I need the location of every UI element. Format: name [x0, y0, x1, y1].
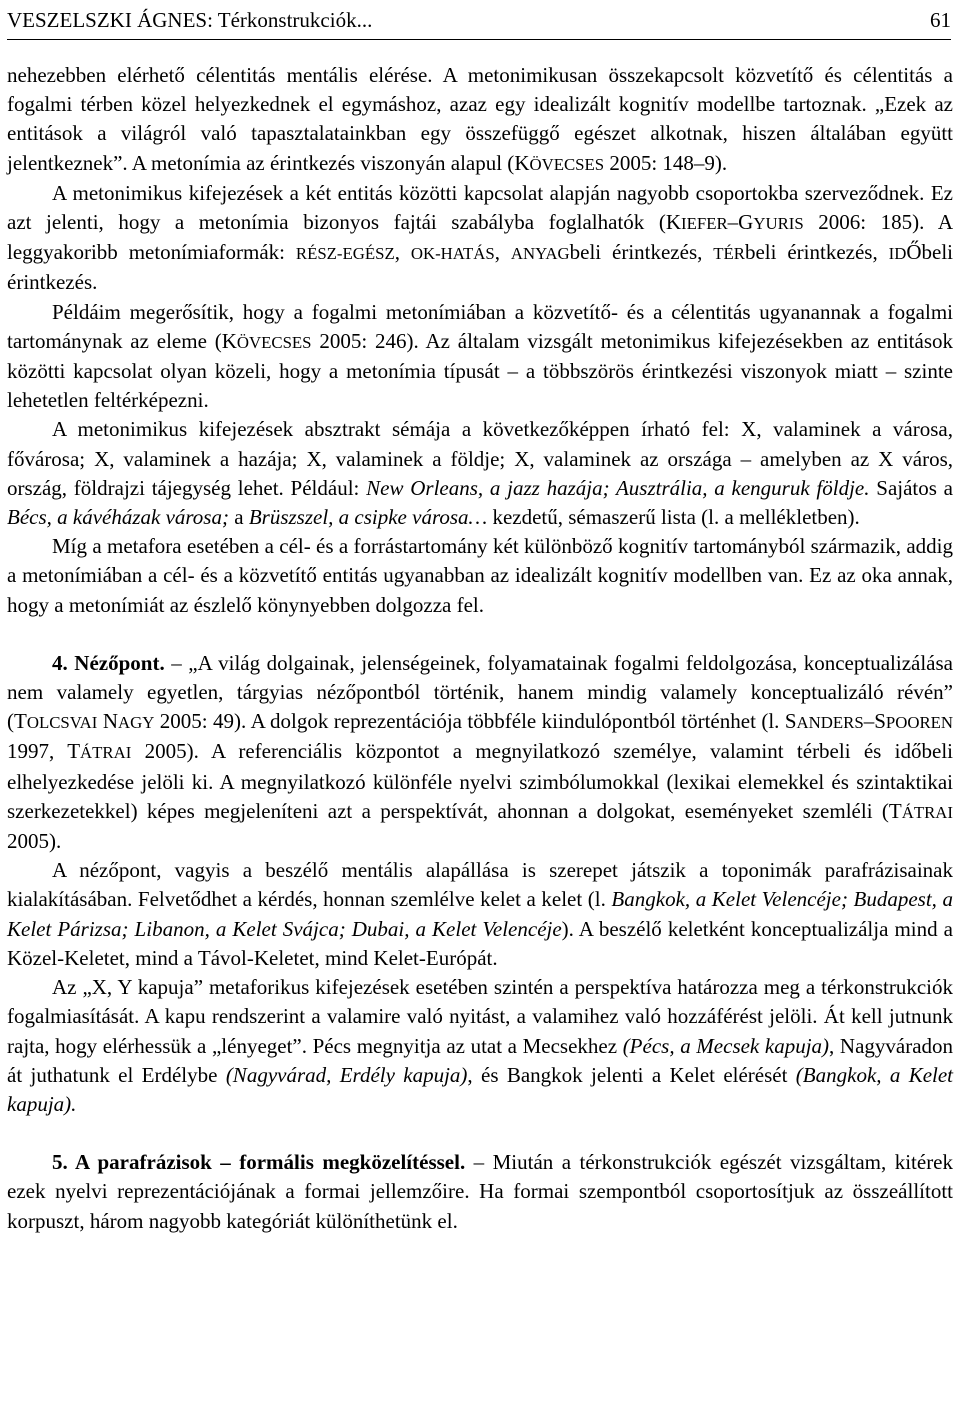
- paragraph: A metonimikus kifejezések absztrakt sémája a következőképpen írható fel: X, valaminek a városa, fővárosa; X, valaminek a hazája; X, valaminek a földje; X, valaminek az országa – amelyben az X város, ország, földrajzi tájegység lehet. Például: New Orleans, a jazz hazája; Ausztrália, a kenguruk földje. Sajátos a Bécs, a kávéházak városa; a Brüszszel, a csipke városa… kezdetű, sémaszerű lista (l. a mellékletben).: [7, 417, 954, 530]
- paragraph: Az „X, Y kapuja” metaforikus kifejezések esetében szintén a perspektíva határozza meg a térkonstrukciók fogalmiasítását. A kapu rendszerint a valamire való nyitást, a valamihez való hozzáférést jelöli. Át kell jutnunk rajta, hogy elérhessük a „lényeget”. Pécs megnyitja az utat a Mecsekhez (Pécs, a Mecsek kapuja), Nagyváradon át juthatunk el Erdélybe (Nagyvárad, Erdély kapuja), és Bangkok jelenti a Kelet elérését (Bangkok, a Kelet kapuja).: [7, 975, 954, 1116]
- paragraph: A metonimikus kifejezések a két entitás közötti kapcsolat alapján nagyobb csoportokba szerveződnek. Ez azt jelenti, hogy a metonímia bizonyos fajtái szabályba foglalhatók (KIEFER–GYURIS 2006: 185). A leggyakoribb metonímiaformák: RÉSZ-EGÉSZ, OK-HATÁS, ANYAGbeli érintkezés, TÉRbeli érintkezés, IDŐbeli érintkezés.: [7, 180, 953, 295]
- paragraph: Példáim megerősítik, hogy a fogalmi metonímiában a közvetítő- és a célentitás ugyanannak a fogalmi tartománynak az eleme (KÖVECSES 2005: 246). Az általam vizsgált metonimikus kifejezésekben az entitások közötti kapcsolat olyan közeli, hogy a metonímia típusát – a többszörös érintkezési viszonyok miatt – szinte lehetetlen feltérképezni.: [7, 299, 953, 413]
- section-heading: 5. A parafrázisok – formális megközelítéssel.: [52, 1150, 466, 1175]
- section-5-paragraph: 5. A parafrázisok – formális megközelítéssel. – Miután a térkonstrukciók egészét vizsgáltam, kitérek ezek nyelvi reprezentációjának a formai jellemzőire. Ha formai szempontból csoportosítjuk az összeállított korpuszt, három nagyobb kategóriát különíthetünk el.: [7, 1150, 954, 1233]
- page-number: 61: [930, 8, 951, 32]
- paragraph: A nézőpont, vagyis a beszélő mentális alapállása is szerepet játszik a toponimák parafrázisainak kialakításában. Felvetődhet a kérdés, honnan szemlélve kelet a kelet (l. Bangkok, a Kelet Velencéje; Budapest, a Kelet Párizsa; Libanon, a Kelet Svájca; Dubai, a Kelet Velencéje). A beszélő keletként konceptualizálja mind a Közel-Keletet, mind a Távol-Keletet, mind Kelet-Európát.: [7, 858, 953, 970]
- section-4-paragraph: 4. Nézőpont. – „A világ dolgainak, jelenségeinek, folyamatainak fogalmi feldolgozása, konceptualizálása nem valamely egyetlen, tárgyias nézőpontból történik, hanem mindig valamely konceptualizáló révén” (TOLCSVAI NAGY 2005: 49). A dolgok reprezentációja többféle kiindulópontból történhet (l. SANDERS–SPOOREN 1997, TÁTRAI 2005). A referenciális központot a megnyilatkozó személye, valamint térbeli és időbeli elhelyezkedése jelöli ki. A megnyilatkozó különféle nyelvi szimbólumokkal (lexikai elemekkel és szintaktikai szerkezetekkel) képes megjeleníteni azt a perspektívát, ahonnan a dolgokat, eseményeket szemléli (TÁTRAI 2005).: [7, 650, 954, 854]
- running-title: VESZELSZKI ÁGNES: Térkonstrukciók...: [7, 8, 373, 32]
- section-heading: 4. Nézőpont.: [52, 650, 165, 675]
- running-header: [7, 7, 951, 40]
- paragraph: Míg a metafora esetében a cél- és a forrástartomány két különböző kognitív tartományból származik, addig a metonímiában a cél- és a közvetítő entitás ugyanabban az idealizált kognitív modellben van. Ez az oka annak, hogy a metonímiát az észlelő könynyebben dolgozza fel.: [7, 534, 953, 617]
- body-text: [7, 61, 953, 1236]
- paragraph: nehezebben elérhető célentitás mentális elérése. A metonimikusan összekapcsolt közvetítő és célentitás a fogalmi térben közel helyezkednek el egymáshoz, azaz egy idealizált kognitív modellbe tartoznak. „Ezek az entitások a világról való tapasztalatainkban egy összefüggő egészet alkotnak, hiszen általában együtt jelentkeznek”. A metonímia az érintkezés viszonyán alapul (KÖVECSES 2005: 148–9).: [7, 63, 953, 175]
